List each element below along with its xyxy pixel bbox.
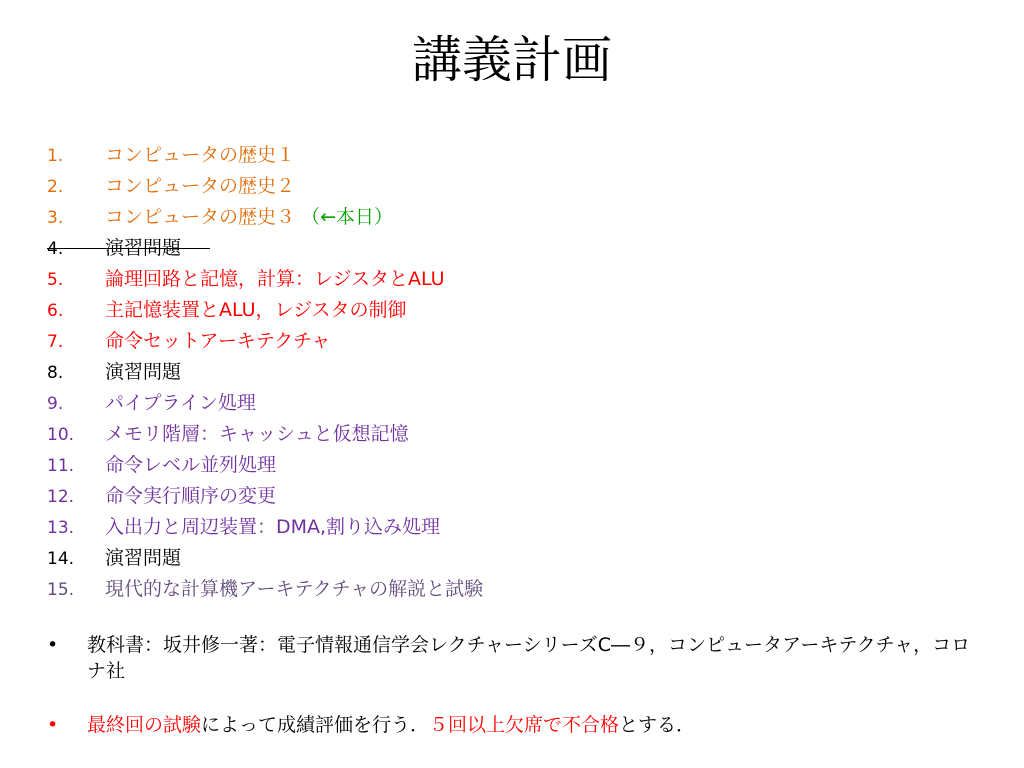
schedule-item [47, 357, 987, 388]
schedule-item [47, 326, 987, 357]
schedule-item-label: コンピュータの歴史２ [105, 175, 296, 197]
schedule-item-label: コンピュータの歴史３ [105, 206, 296, 228]
slide-title: 講義計画 [412, 31, 612, 89]
schedule-item-number: 4. [47, 239, 64, 259]
schedule-item [47, 140, 987, 171]
schedule-item [47, 264, 987, 295]
schedule-item-number: 12. [47, 487, 75, 507]
schedule-item-label: 命令実行順序の変更 [105, 485, 277, 507]
schedule-item-label: メモリ階層：キャッシュと仮想記憶 [105, 423, 409, 445]
schedule-item-number: 13. [47, 518, 75, 538]
exam-note [47, 712, 987, 738]
schedule-item-label: 論理回路と記憶，計算：レジスタとALU [105, 268, 445, 290]
schedule-item [47, 388, 987, 419]
schedule-item-number: 3. [47, 208, 64, 228]
schedule-item-number: 15. [47, 580, 75, 600]
schedule-item-number: 10. [47, 425, 75, 445]
exam-note-ending: とする． [619, 714, 696, 736]
schedule-item-label: 主記憶装置とALU，レジスタの制御 [105, 299, 407, 321]
schedule-item [47, 481, 987, 512]
textbook-note [47, 632, 987, 684]
schedule-item [47, 574, 987, 605]
schedule-item-number: 2. [47, 177, 64, 197]
schedule-item [47, 512, 987, 543]
today-marker: （←本日） [301, 206, 393, 228]
schedule-item-label: 演習問題 [105, 361, 182, 383]
notes-list [47, 632, 987, 738]
schedule-item-number: 8. [47, 363, 64, 383]
bullet-icon: • [47, 714, 59, 736]
schedule-item-label: コンピュータの歴史１ [105, 144, 296, 166]
lecture-schedule-list [47, 140, 987, 605]
schedule-item [47, 543, 987, 574]
schedule-item [47, 450, 987, 481]
schedule-item [47, 171, 987, 202]
schedule-item [47, 419, 987, 450]
schedule-item [47, 202, 987, 233]
bullet-icon: • [47, 634, 59, 656]
exam-note-absence-rule: ５回以上欠席で不合格 [429, 714, 620, 736]
schedule-item-number: 14. [47, 549, 75, 569]
schedule-item-label: 命令レベル並列処理 [105, 454, 277, 476]
schedule-item-label: パイプライン処理 [105, 392, 256, 414]
schedule-item-number: 11. [47, 456, 75, 476]
exam-note-grading: によって成績評価を行う． [201, 714, 430, 736]
schedule-item-number: 6. [47, 301, 64, 321]
schedule-item-number: 7. [47, 332, 64, 352]
exam-note-final-exam: 最終回の試験 [87, 714, 202, 736]
schedule-item-label: 演習問題 [105, 237, 182, 259]
schedule-item-number: 1. [47, 146, 64, 166]
schedule-item-label: 演習問題 [105, 547, 182, 569]
schedule-item-label: 入出力と周辺装置：DMA,割り込み処理 [105, 516, 441, 538]
schedule-item-label: 命令セットアーキテクチャ [105, 330, 331, 352]
schedule-item-number: 5. [47, 270, 64, 290]
schedule-item-number: 9. [47, 394, 64, 414]
schedule-item [47, 233, 987, 264]
textbook-text: 教科書：坂井修一著：電子情報通信学会レクチャーシリーズC―９，コンピュータアーキテクチャ，コロナ社 [87, 634, 971, 682]
schedule-item-label: 現代的な計算機アーキテクチャの解説と試験 [105, 578, 484, 600]
schedule-item [47, 295, 987, 326]
